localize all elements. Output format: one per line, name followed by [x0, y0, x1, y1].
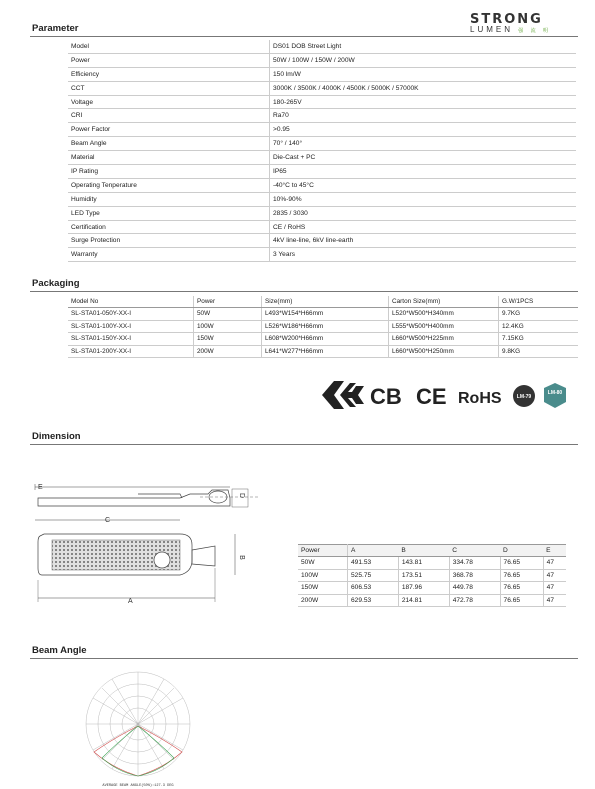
parameter-key: Efficiency	[68, 67, 270, 81]
packaging-header: Carton Size(mm)	[389, 296, 499, 308]
beam-angle-section-title: Beam Angle	[32, 645, 87, 656]
packaging-cell: L641*W277*H66mm	[262, 345, 389, 358]
dimension-cell: 47	[543, 557, 566, 570]
parameter-row	[68, 248, 576, 262]
parameter-row	[68, 137, 576, 151]
packaging-cell: SL-STA01-150Y-XX-I	[68, 333, 194, 346]
packaging-cell: L520*W500*H340mm	[389, 308, 499, 321]
parameter-value: 70° / 140°	[270, 137, 577, 151]
packaging-cell: 12.4KG	[499, 320, 579, 333]
dimension-header: E	[543, 545, 566, 557]
parameter-row	[68, 53, 576, 67]
parameter-key: Operating Tenperature	[68, 178, 270, 192]
top-view	[35, 520, 235, 602]
packaging-cell: 100W	[194, 320, 262, 333]
dimension-cell: 187.96	[398, 582, 449, 595]
parameter-value: 3 Years	[270, 248, 577, 262]
parameter-row	[68, 95, 576, 109]
parameter-key: Power	[68, 53, 270, 67]
parameter-row	[68, 151, 576, 165]
parameter-value: IP65	[270, 165, 577, 179]
dimension-section-title: Dimension	[32, 431, 81, 442]
parameter-row	[68, 178, 576, 192]
parameter-table	[68, 40, 576, 262]
packaging-row	[68, 308, 578, 321]
parameter-key: Humidity	[68, 192, 270, 206]
parameter-value: DS01 DOB Street Light	[270, 40, 577, 53]
packaging-cell: SL-STA01-200Y-XX-I	[68, 345, 194, 358]
parameter-row	[68, 67, 576, 81]
parameter-value: 180-265V	[270, 95, 577, 109]
parameter-key: Surge Protection	[68, 234, 270, 248]
parameter-key: Warranty	[68, 248, 270, 262]
parameter-row	[68, 81, 576, 95]
dimension-cell: 472.78	[449, 594, 500, 607]
dimension-cell: 200W	[298, 594, 348, 607]
parameter-value: >0.95	[270, 123, 577, 137]
dimension-row	[298, 594, 566, 607]
parameter-key: CRI	[68, 109, 270, 123]
parameter-key: Power Factor	[68, 123, 270, 137]
packaging-cell: 50W	[194, 308, 262, 321]
parameter-row	[68, 220, 576, 234]
packaging-header: Power	[194, 296, 262, 308]
parameter-value: -40°C to 45°C	[270, 178, 577, 192]
packaging-cell: L493*W154*H66mm	[262, 308, 389, 321]
packaging-cell: 9.7KG	[499, 308, 579, 321]
parameter-value: 4kV line-line, 6kV line-earth	[270, 234, 577, 248]
parameter-key: Certification	[68, 220, 270, 234]
packaging-cell: SL-STA01-050Y-XX-I	[68, 308, 194, 321]
parameter-row	[68, 123, 576, 137]
dimension-drawing	[30, 480, 260, 615]
rohs-mark: RoHS	[458, 390, 502, 407]
dimension-cell: 606.53	[348, 582, 399, 595]
packaging-cell: 9.8KG	[499, 345, 579, 358]
packaging-cell: L608*W200*H66mm	[262, 333, 389, 346]
packaging-header: Model No	[68, 296, 194, 308]
dimension-cell: 629.53	[348, 594, 399, 607]
parameter-value: 10%-90%	[270, 192, 577, 206]
parameter-value: Die-Cast + PC	[270, 151, 577, 165]
dimension-cell: 173.51	[398, 569, 449, 582]
parameter-key: Beam Angle	[68, 137, 270, 151]
dimension-cell: 50W	[298, 557, 348, 570]
cb-mark: CB	[370, 384, 402, 409]
packaging-table	[68, 296, 578, 358]
parameter-value: 3000K / 3500K / 4000K / 4500K / 5000K / 57000K	[270, 81, 577, 95]
packaging-cell: 200W	[194, 345, 262, 358]
dimension-cell: 76.65	[500, 557, 543, 570]
dimension-header: B	[398, 545, 449, 557]
dimension-row	[298, 569, 566, 582]
dim-label-d: D	[238, 492, 246, 499]
dimension-header: D	[500, 545, 543, 557]
certification-logos	[320, 378, 570, 412]
svg-text:LM-79: LM-79	[516, 394, 532, 400]
dimension-header: Power	[298, 545, 348, 557]
packaging-row	[68, 333, 578, 346]
dimension-cell: 47	[543, 582, 566, 595]
svg-text:LM-80: LM-80	[547, 390, 563, 396]
parameter-row	[68, 165, 576, 179]
dimension-cell: 47	[543, 594, 566, 607]
dimension-cell: 76.65	[500, 569, 543, 582]
packaging-cell: 150W	[194, 333, 262, 346]
packaging-cell: L526*W186*H66mm	[262, 320, 389, 333]
parameter-row	[68, 192, 576, 206]
dimension-row	[298, 557, 566, 570]
dim-label-c: C	[105, 517, 111, 524]
packaging-rule	[30, 291, 578, 292]
dimension-cell: 491.53	[348, 557, 399, 570]
parameter-key: LED Type	[68, 206, 270, 220]
parameter-key: CCT	[68, 81, 270, 95]
packaging-cell: L660*W500*H250mm	[389, 345, 499, 358]
dim-label-a: A	[128, 598, 133, 605]
beam-angle-rule	[30, 658, 578, 659]
packaging-cell: 7.15KG	[499, 333, 579, 346]
parameter-row	[68, 109, 576, 123]
dimension-cell: 143.81	[398, 557, 449, 570]
parameter-key: Model	[68, 40, 270, 53]
dimension-cell: 47	[543, 569, 566, 582]
dimension-cell: 76.65	[500, 594, 543, 607]
dimension-cell: 449.78	[449, 582, 500, 595]
dimension-header: C	[449, 545, 500, 557]
polar-beam-diagram	[74, 668, 202, 788]
parameter-value: 150 lm/W	[270, 67, 577, 81]
brand-top-text: STRONG	[470, 12, 543, 27]
ce-mark: CE	[416, 384, 447, 409]
eac-icon	[322, 381, 364, 409]
parameter-row	[68, 40, 576, 53]
lm79-badge	[513, 385, 535, 407]
dimension-cell: 525.75	[348, 569, 399, 582]
dimension-cell: 334.78	[449, 557, 500, 570]
dimension-header: A	[348, 545, 399, 557]
packaging-cell: SL-STA01-100Y-XX-I	[68, 320, 194, 333]
dim-label-b: B	[237, 555, 245, 560]
side-view	[35, 484, 260, 507]
packaging-header: G.W/1PCS	[499, 296, 579, 308]
lm80-badge	[544, 383, 566, 408]
parameter-value: Ra70	[270, 109, 577, 123]
dimension-rule	[30, 444, 578, 445]
dimension-cell: 76.65	[500, 582, 543, 595]
packaging-cell: L555*W500*H400mm	[389, 320, 499, 333]
parameter-value: 50W / 100W / 150W / 200W	[270, 53, 577, 67]
packaging-row	[68, 320, 578, 333]
parameter-key: IP Rating	[68, 165, 270, 179]
parameter-row	[68, 234, 576, 248]
dimension-table	[298, 544, 566, 607]
brand-bottom-text: LUMEN 强 流 明	[470, 25, 552, 34]
dimension-cell: 214.81	[398, 594, 449, 607]
packaging-section-title: Packaging	[32, 278, 80, 289]
brand-logo	[470, 12, 566, 42]
dimension-cell: 150W	[298, 582, 348, 595]
dim-label-e: E	[38, 484, 43, 491]
parameter-row	[68, 206, 576, 220]
dimension-cell: 100W	[298, 569, 348, 582]
parameter-value: CE / RoHS	[270, 220, 577, 234]
parameter-key: Material	[68, 151, 270, 165]
packaging-header: Size(mm)	[262, 296, 389, 308]
parameter-key: Voltage	[68, 95, 270, 109]
parameter-value: 2835 / 3030	[270, 206, 577, 220]
packaging-row	[68, 345, 578, 358]
beam-angle-footer: AVERAGE BEAM ANGLE(50%):127.3 DEG	[102, 784, 174, 788]
packaging-cell: L660*W500*H225mm	[389, 333, 499, 346]
dimension-row	[298, 582, 566, 595]
dimension-cell: 368.78	[449, 569, 500, 582]
parameter-section-title: Parameter	[32, 23, 79, 34]
